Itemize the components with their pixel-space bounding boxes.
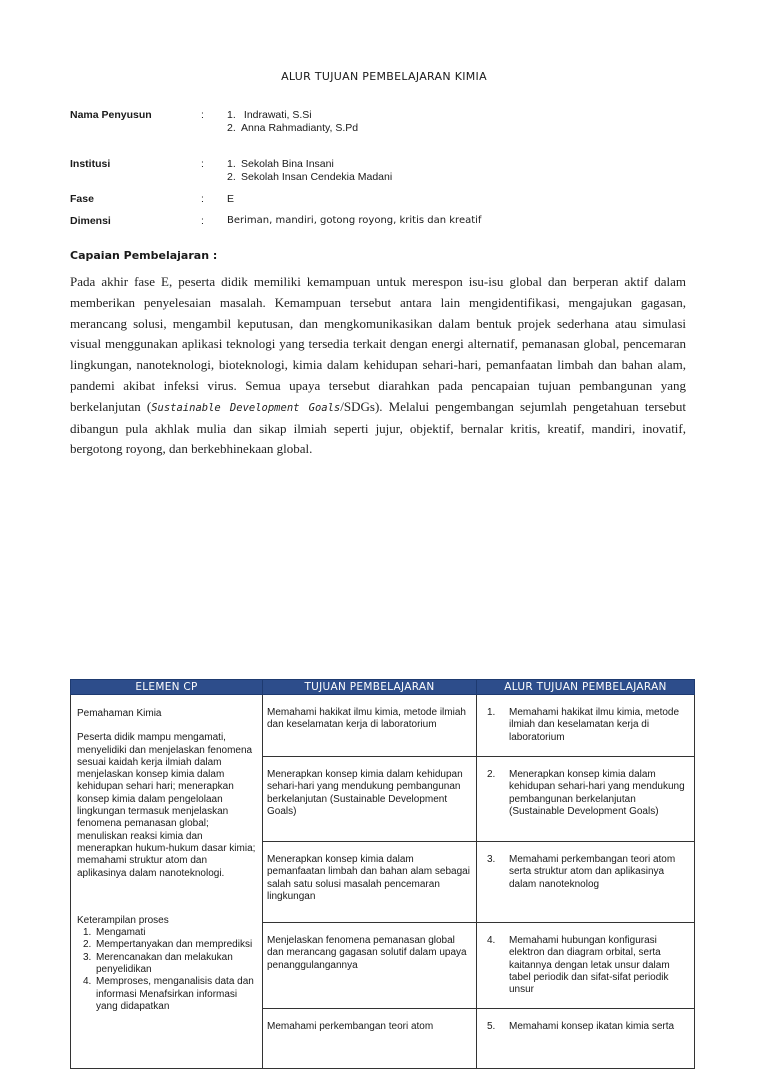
list-item [77, 976, 256, 1013]
alur-number: 3. [487, 854, 496, 865]
list-item-text: Mempertanyakan dan memprediksi [96, 939, 253, 951]
alur-cell [477, 923, 695, 1009]
document-title: ALUR TUJUAN PEMBELAJARAN KIMIA [281, 70, 487, 83]
item-number: 1. [227, 109, 236, 121]
capaian-heading: Capaian Pembelajaran : [70, 249, 218, 262]
fase-label: Fase [70, 193, 94, 205]
header-elemen-cp: ELEMEN CP [71, 680, 263, 695]
alur-text: Memahami hubungan konfigurasi elektron dan diagram orbital, serta kaitannya dengan letak unsur dalam tabel periodik dan sifat-sifat periodik unsur [509, 935, 670, 996]
capaian-text-part2: /SDGs). Melalui pengembangan sejumlah pengetahuan tersebut dibangun pula akhlak mulia dan sikap ilmiah seperti jujur, objektif, bernalar kritis, kreatif, mandiri, inovatif, bergotong royong, dan berkebhinekaan global. [70, 398, 687, 457]
list-item-text: Merencanakan dan melakukan penyelidikan [96, 951, 233, 976]
penyusun-item [227, 109, 358, 122]
keterampilan-proses-list [77, 927, 256, 1013]
alur-text: Memahami hakikat ilmu kimia, metode ilmiah dan keselamatan kerja di laboratorium [509, 707, 680, 743]
table-row [71, 695, 695, 757]
alur-number: 1. [487, 707, 496, 718]
alur-cell [477, 695, 695, 757]
tujuan-cell: Menjelaskan fenomena pemanasan global dan merancang gagasan solutif dalam upaya penanggulangannya [263, 923, 477, 1009]
item-text: Anna Rahmadianty, S.Pd [241, 121, 359, 134]
list-item-number: 3. [83, 951, 92, 963]
item-text: Sekolah Insan Cendekia Madani [241, 170, 393, 183]
alur-cell [477, 842, 695, 923]
tujuan-cell: Memahami hakikat ilmu kimia, metode ilmiah dan keselamatan kerja di laboratorium [263, 695, 477, 757]
tujuan-cell: Menerapkan konsep kimia dalam kehidupan sehari-hari yang mendukung pembangunan berkelanjutan (Sustainable Development Goals) [263, 757, 477, 842]
penyusun-label: Nama Penyusun [70, 109, 152, 121]
dimensi-colon: : [201, 215, 204, 227]
item-number: 1. [227, 158, 236, 170]
item-number: 2. [227, 170, 236, 183]
institusi-colon: : [201, 158, 204, 170]
list-item-number: 4. [83, 976, 92, 988]
elemen-title: Pemahaman Kimia [77, 708, 162, 719]
list-item-text: Memproses, menganalisis data dan informasi Menafsirkan informasi yang didapatkan [96, 976, 254, 1012]
alur-number: 4. [487, 935, 496, 946]
item-number: 2. [227, 121, 236, 134]
list-item [77, 927, 256, 939]
item-text: Sekolah Bina Insani [241, 158, 334, 170]
fase-value: E [227, 193, 235, 205]
list-item [77, 939, 256, 951]
alur-number: 2. [487, 769, 496, 780]
atp-table [70, 679, 695, 1069]
penyusun-item [227, 122, 358, 135]
list-item-number: 1. [83, 927, 92, 939]
fase-colon: : [201, 193, 204, 205]
penyusun-colon: : [201, 109, 204, 121]
keterampilan-proses-title: Keterampilan proses [77, 914, 169, 926]
tujuan-cell: Memahami perkembangan teori atom [263, 1009, 477, 1069]
list-item-text: Mengamati [96, 927, 146, 939]
header-tujuan-pembelajaran: TUJUAN PEMBELAJARAN [263, 680, 477, 695]
alur-text: Memahami konsep ikatan kimia serta [509, 1021, 675, 1032]
institusi-values [227, 158, 392, 183]
alur-cell [477, 1009, 695, 1069]
elemen-description: Peserta didik mampu mengamati, menyelidiki dan menjelaskan fenomena sesuai kaidah kerja ilmiah dalam menjelaskan konsep kimia dalam kehidupan sehari hari; menerapkan konsep kimia dalam pengelolaan lingkungan termasuk menjelaskan fenomena pemanasan global; menuliskan reaksi kimia dan menerapkan hukum-hukum dasar kimia; memahami struktur atom dan aplikasinya dalam nanoteknologi. [77, 732, 256, 879]
elemen-cp-cell [71, 695, 263, 1069]
capaian-text-part1: Pada akhir fase E, peserta didik memiliki kemampuan untuk merespon isu-isu global dan berperan aktif dalam memberikan penyelesaian masalah. Kemampuan tersebut antara lain mengidentifikasi, mengajukan gagasan, merancang solusi, mengambil keputusan, dan mengkomunikasikan dalam bentuk projek sederhana atau simulasi visual menggunakan aplikasi teknologi yang tersedia terkait dengan energi alternatif, pemanasan global, pencemaran lingkungan, nanoteknologi, bioteknologi, kimia dalam kehidupan sehari-hari, pemanfaatan limbah dan bahan alam, pandemi akibat infeksi virus. Semua upaya tersebut diarahkan pada pencapaian tujuan pembangunan yang berkelanjutan ( [70, 274, 686, 414]
capaian-text-italic: Sustainable Development Goals [151, 401, 341, 414]
alur-text: Menerapkan konsep kimia dalam kehidupan sehari-hari yang mendukung pembangunan berkelanjutan (Sustainable Development Goals) [509, 769, 685, 817]
alur-cell [477, 757, 695, 842]
institusi-label: Institusi [70, 158, 111, 170]
institusi-item [227, 158, 392, 171]
alur-text: Memahami perkembangan teori atom serta struktur atom dan aplikasinya dalam nanoteknolog [509, 854, 676, 890]
dimensi-value: Beriman, mandiri, gotong royong, kritis dan kreatif [227, 215, 482, 226]
list-item-number: 2. [83, 939, 92, 951]
tujuan-cell: Menerapkan konsep kimia dalam pemanfaatan limbah dan bahan alam sebagai salah satu solusi masalah pencemaran lingkungan [263, 842, 477, 923]
list-item [77, 952, 256, 977]
alur-number: 5. [487, 1021, 496, 1032]
institusi-item [227, 171, 392, 184]
item-text: Indrawati, S.Si [241, 109, 312, 121]
penyusun-values [227, 109, 358, 134]
capaian-paragraph [70, 272, 686, 460]
table-header-row [71, 680, 695, 695]
dimensi-label: Dimensi [70, 215, 111, 227]
header-alur-tujuan-pembelajaran: ALUR TUJUAN PEMBELAJARAN [477, 680, 695, 695]
